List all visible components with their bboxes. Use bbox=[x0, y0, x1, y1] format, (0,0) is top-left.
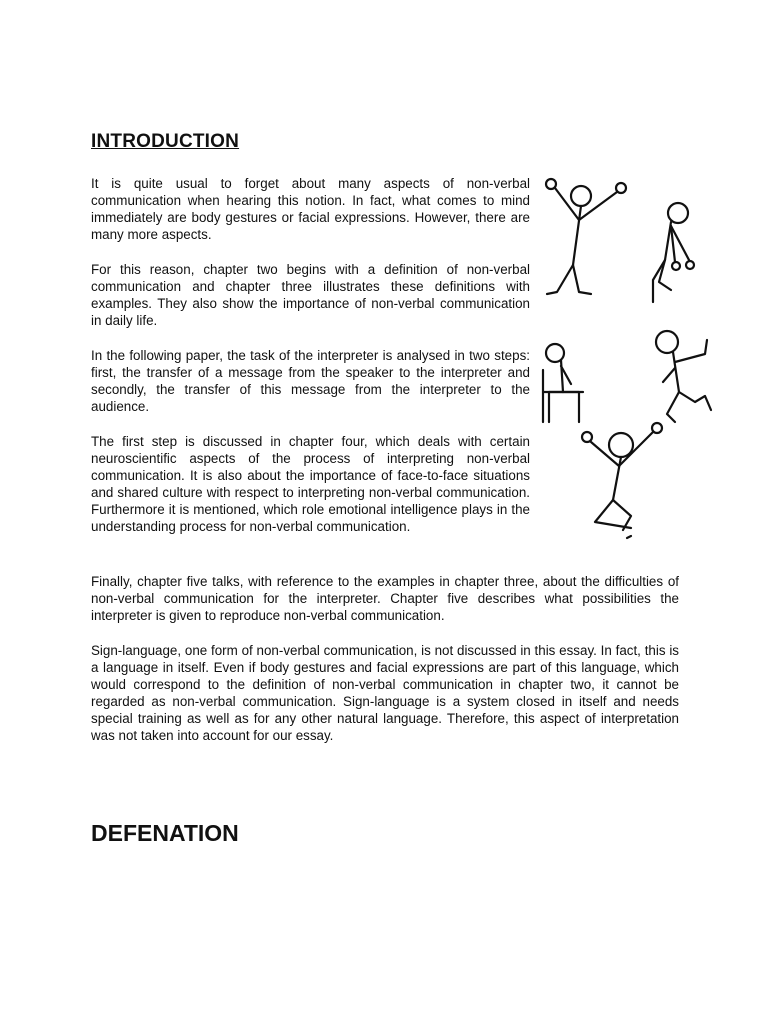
paragraph-4: The first step is discussed in chapter four, which deals with certain neuroscientific aspects of the process of interpreting non-verbal communication. It is also about the importance of face-to-face situations and shared culture with respect to interpreting non-verbal communication. Furthermore it is mentioned, which role emotional intelligence plays in the understanding process for non-verbal communication. bbox=[91, 434, 530, 535]
stick-figure-arms-raised bbox=[546, 179, 626, 294]
paragraph-6: Sign-language, one form of non-verbal communication, is not discussed in this essay. In fact, this is a language in itself. Even if body gestures and facial expressions are part of this language, which would correspond to the definition of non-verbal communication in chapter two, it cannot be regarded as non-verbal communication. Sign-language is a system closed in itself and needs special training as well as for any other natural language. Therefore, this aspect of interpretation was not taken into account for our essay. bbox=[91, 643, 679, 744]
stick-figures-icon bbox=[535, 170, 725, 545]
stick-figure-kneeling bbox=[582, 423, 662, 538]
paragraph-2: For this reason, chapter two begins with a definition of non-verbal communication and chapter three illustrates these definitions with examples. They also show the importance of non-verbal communication in daily life. bbox=[91, 262, 530, 329]
stick-figures-illustration bbox=[535, 170, 725, 545]
paragraph-3: In the following paper, the task of the interpreter is analysed in two steps: first, the transfer of a message from the speaker to the interpreter and secondly, the transfer of this message from the interpreter to the audience. bbox=[91, 348, 530, 415]
paragraph-5: Finally, chapter five talks, with reference to the examples in chapter three, about the difficulties of non-verbal communication for the interpreter. Chapter five describes what possibilities the interpreter is given to reproduce non-verbal communication. bbox=[91, 574, 679, 624]
stick-figure-dancing bbox=[656, 331, 711, 422]
paragraph-1: It is quite usual to forget about many aspects of non-verbal communication when hearing this notion. In fact, what comes to mind immediately are body gestures or facial expressions. However, there are many more aspects. bbox=[91, 176, 530, 243]
introduction-heading: INTRODUCTION bbox=[91, 131, 240, 152]
stick-figure-sitting bbox=[543, 344, 583, 422]
stick-figure-bent bbox=[653, 203, 694, 302]
definition-heading: DEFENATION bbox=[91, 820, 239, 846]
